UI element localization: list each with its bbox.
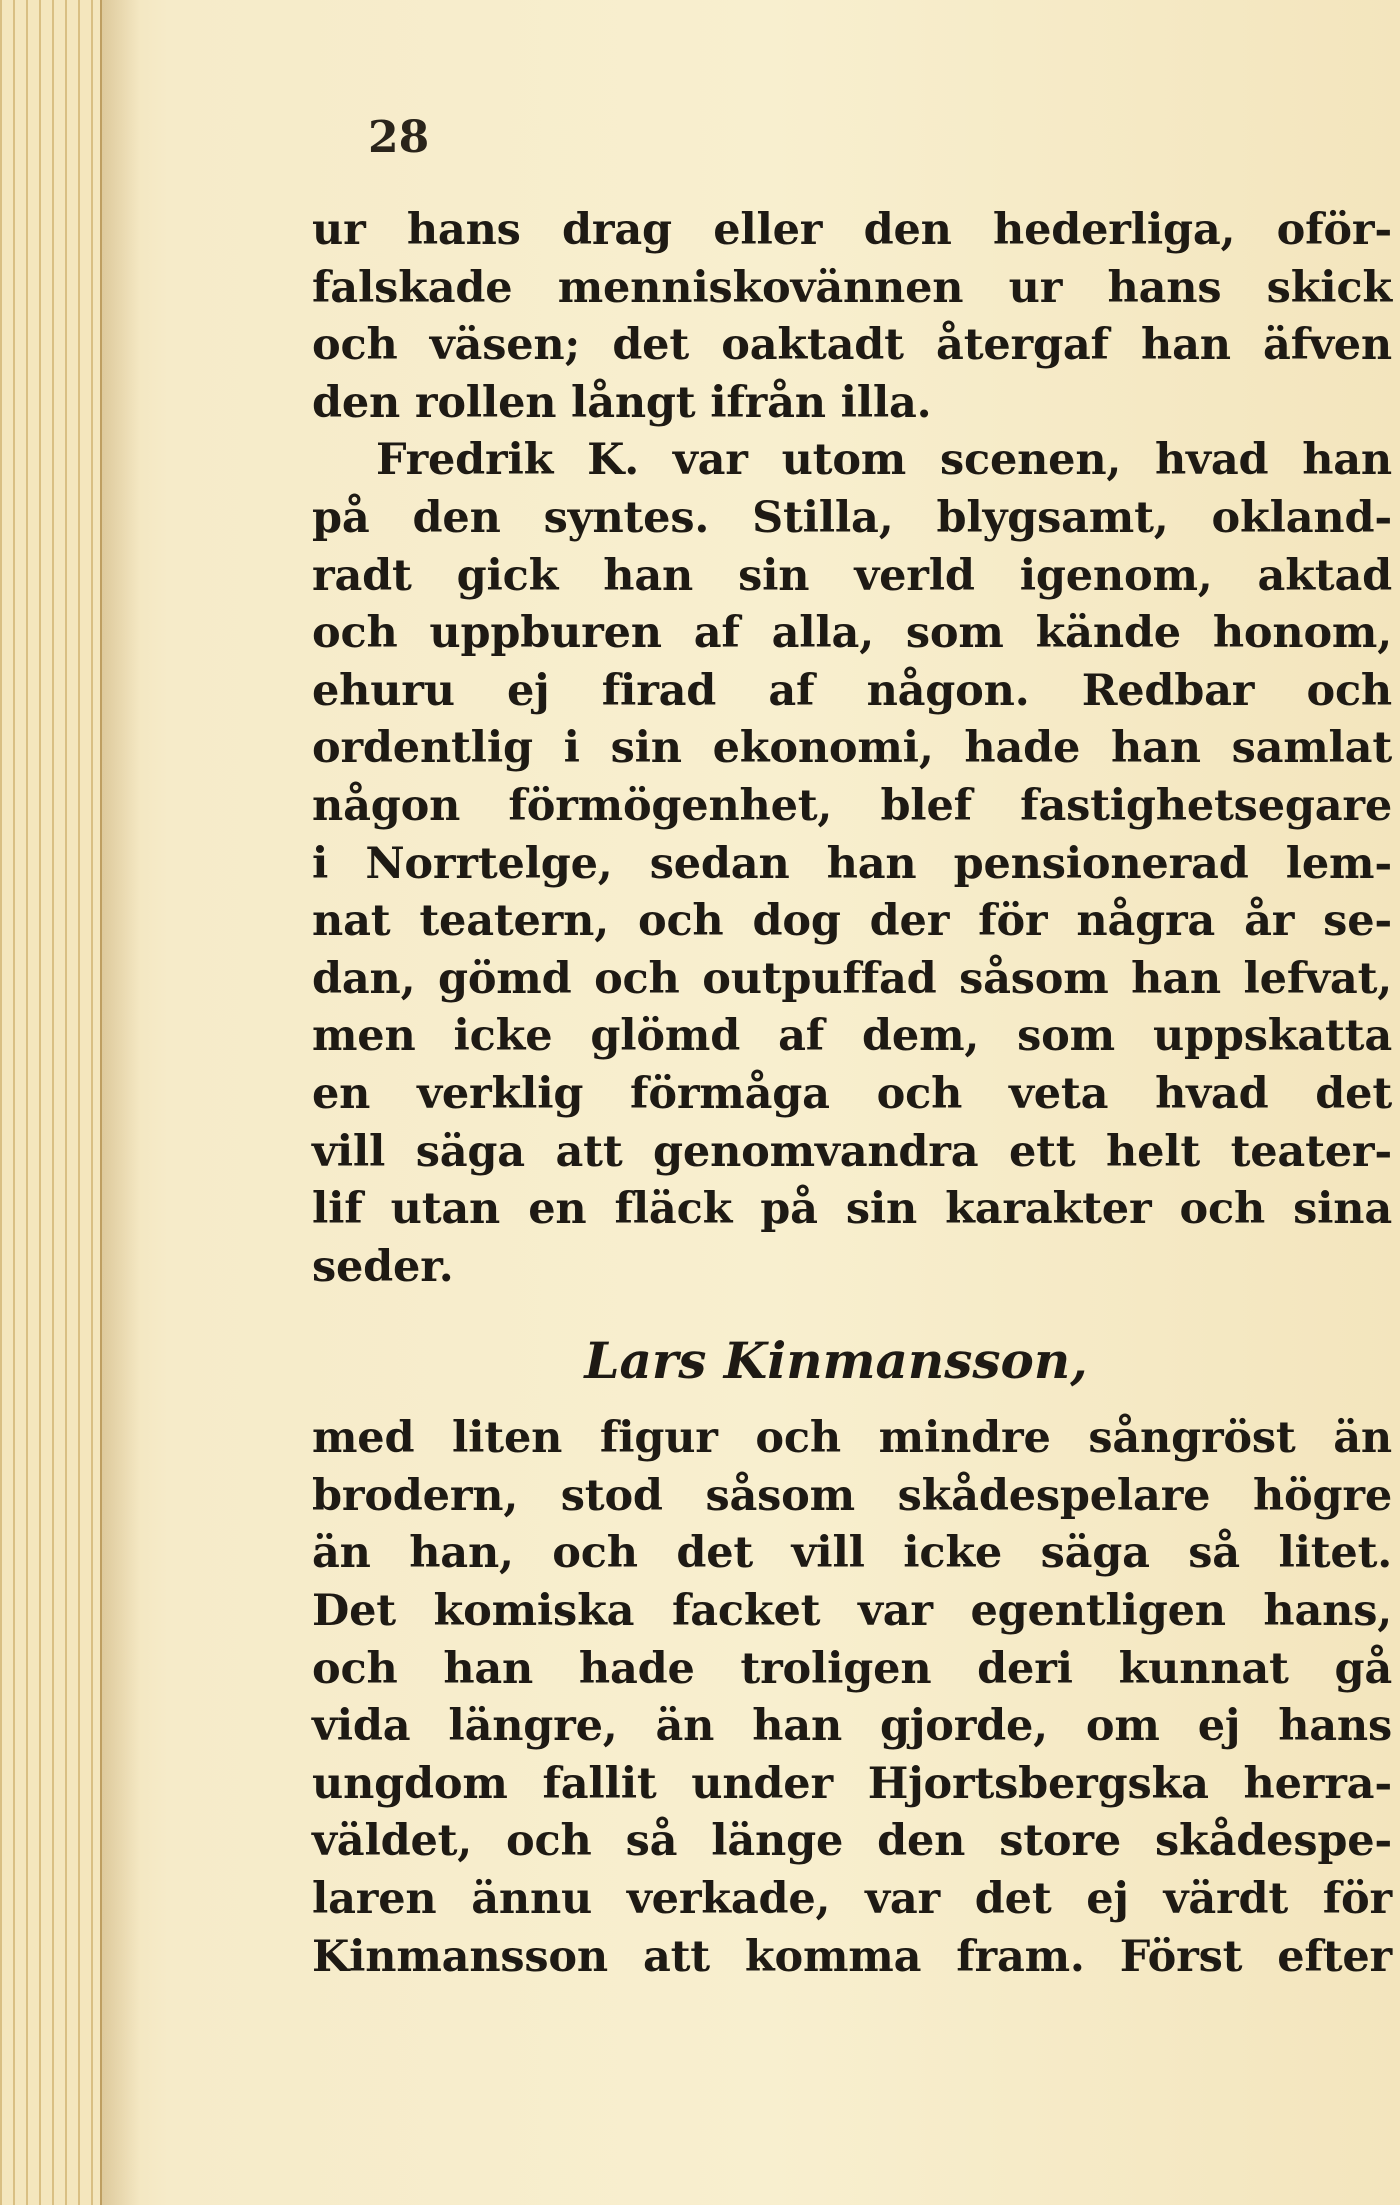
text-line: ur hans drag eller den hederliga, oför- (312, 205, 1392, 255)
text-line: med liten figur och mindre sångröst än (312, 1413, 1392, 1464)
text-block (312, 202, 1400, 1986)
text-line: seder. (312, 1241, 454, 1292)
text-line: vida längre, än han gjorde, om ej hans (312, 1701, 1392, 1752)
text-line: ordentlig i sin ekonomi, hade han samlat (312, 723, 1392, 774)
text-line: Fredrik K. var utom scenen, hvad han (376, 435, 1392, 486)
text-line: lif utan en fläck på sin karakter och sina (312, 1184, 1392, 1235)
section-heading: Lars Kinmansson, (584, 1331, 1088, 1391)
text-line: brodern, stod såsom skådespelare högre (312, 1470, 1392, 1521)
text-line: ehuru ej firad af någon. Redbar och (312, 665, 1392, 716)
text-line: än han, och det vill icke säga så litet. (312, 1528, 1392, 1579)
text-line: Det komiska facket var egentligen hans, (312, 1586, 1392, 1637)
text-line: laren ännu verkade, var det ej värdt för (312, 1874, 1392, 1925)
text-line: och han hade troligen deri kunnat gå (312, 1643, 1392, 1694)
text-line: någon förmögenhet, blef fastighetsegare (312, 780, 1392, 831)
page-number: 28 (368, 112, 430, 163)
text-line: på den syntes. Stilla, blygsamt, okland- (312, 492, 1392, 543)
text-line: i Norrtelge, sedan han pensionerad lem- (312, 838, 1392, 889)
text-line: ungdom fallit under Hjortsbergska herra- (312, 1758, 1392, 1809)
text-line: och väsen; det oaktadt återgaf han äfven (312, 320, 1392, 371)
text-line: falskade menniskovännen ur hans skick (312, 262, 1392, 313)
page-edges (0, 0, 102, 2205)
text-line: Kinmansson att komma fram. Först efter (312, 1931, 1392, 1982)
text-line: en verklig förmåga och veta hvad det (312, 1068, 1392, 1119)
text-line: den rollen långt ifrån illa. (312, 377, 932, 428)
text-line: radt gick han sin verld igenom, aktad (312, 550, 1392, 601)
text-line: och uppburen af alla, som kände honom, (312, 608, 1392, 659)
text-line: nat teatern, och dog der för några år se- (312, 896, 1392, 947)
text-line: väldet, och så länge den store skådespe- (312, 1816, 1392, 1867)
text-line: vill säga att genomvandra ett helt teater- (312, 1126, 1392, 1177)
text-line: men icke glömd af dem, som uppskatta (312, 1011, 1392, 1062)
gutter-shadow (100, 0, 140, 2205)
text-line: dan, gömd och outpuffad såsom han lefvat, (312, 953, 1392, 1004)
